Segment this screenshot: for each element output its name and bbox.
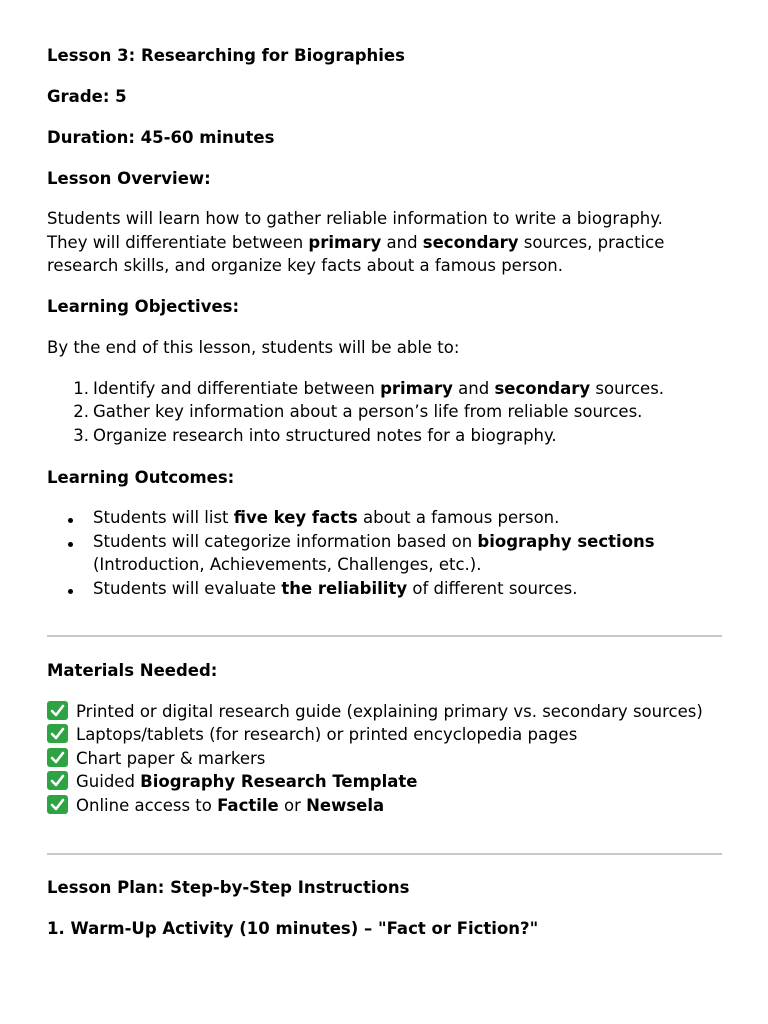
check-mark-icon xyxy=(47,724,68,743)
overview-line-1: Students will learn how to gather reliable information to write a biography. xyxy=(47,209,663,228)
check-mark-icon xyxy=(47,701,68,720)
objective-item: 1. Identify and differentiate between primary and secondary sources. xyxy=(73,379,665,398)
divider xyxy=(47,635,722,637)
outcome-item: Students will categorize information based on biography sections xyxy=(93,532,655,551)
outcomes-heading: Learning Outcomes: xyxy=(47,468,235,487)
bullet-icon xyxy=(68,518,73,523)
check-mark-icon xyxy=(47,748,68,767)
outcome-item-continued: (Introduction, Achievements, Challenges, etc.). xyxy=(93,555,482,574)
material-item: Guided Biography Research Template xyxy=(47,771,417,793)
material-item: Chart paper & markers xyxy=(47,748,265,770)
check-mark-icon xyxy=(47,771,68,790)
check-mark-icon xyxy=(47,795,68,814)
overview-heading: Lesson Overview: xyxy=(47,169,211,188)
materials-heading: Materials Needed: xyxy=(47,661,218,680)
material-item: Online access to Factile or Newsela xyxy=(47,795,384,817)
material-item: Laptops/tablets (for research) or printed encyclopedia pages xyxy=(47,724,577,746)
objective-item: 3. Organize research into structured notes for a biography. xyxy=(73,426,557,445)
plan-step-heading: 1. Warm-Up Activity (10 minutes) – "Fact or Fiction?" xyxy=(47,919,539,938)
objective-item: 2. Gather key information about a person’s life from reliable sources. xyxy=(73,402,643,421)
outcome-item: Students will list five key facts about a famous person. xyxy=(93,508,560,527)
grade-label: Grade: 5 xyxy=(47,87,127,106)
duration-label: Duration: 45-60 minutes xyxy=(47,128,275,147)
bullet-icon xyxy=(68,542,73,547)
outcome-item: Students will evaluate the reliability of different sources. xyxy=(93,579,578,598)
overview-line-2: They will differentiate between primary and secondary sources, practice xyxy=(47,233,665,252)
plan-heading: Lesson Plan: Step-by-Step Instructions xyxy=(47,878,410,897)
bullet-icon xyxy=(68,589,73,594)
lesson-title: Lesson 3: Researching for Biographies xyxy=(47,46,405,65)
divider xyxy=(47,853,722,855)
material-item: Printed or digital research guide (explaining primary vs. secondary sources) xyxy=(47,701,703,723)
overview-line-3: research skills, and organize key facts about a famous person. xyxy=(47,256,564,275)
objectives-intro: By the end of this lesson, students will be able to: xyxy=(47,338,460,357)
objectives-heading: Learning Objectives: xyxy=(47,297,240,316)
